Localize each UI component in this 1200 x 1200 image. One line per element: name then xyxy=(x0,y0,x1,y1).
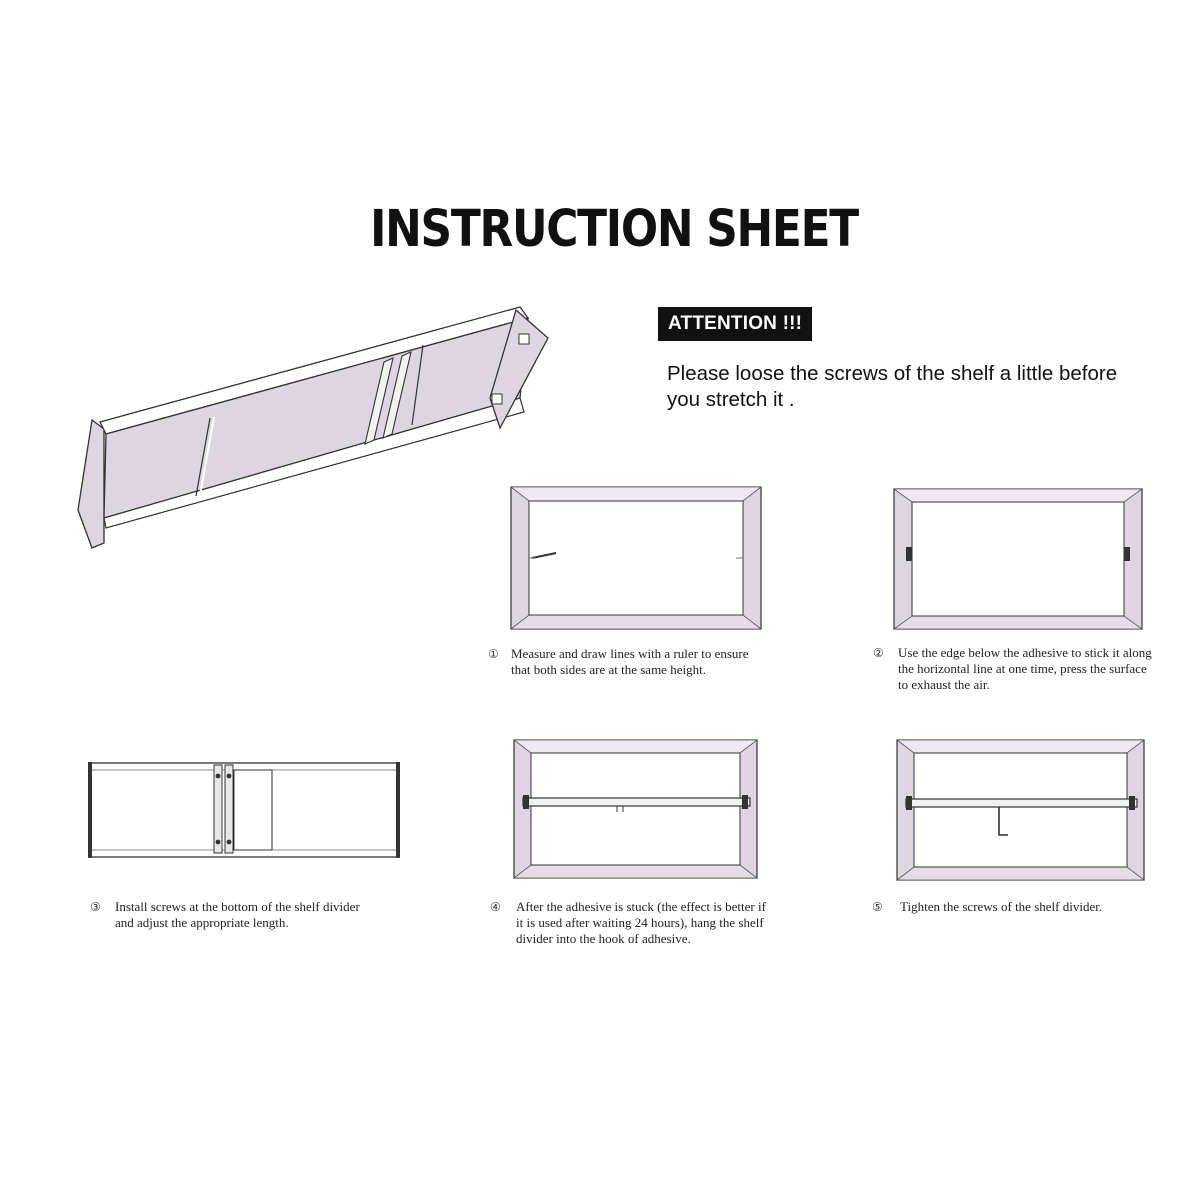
attention-label: ATTENTION !!! xyxy=(658,307,812,341)
step-2-number: ② xyxy=(873,646,884,660)
step-3-number: ③ xyxy=(90,900,101,914)
step-5-number: ⑤ xyxy=(872,900,883,914)
step-4-text: After the adhesive is stuck (the effect is better if it is used after waiting 24 hours), hang the shelf divider into the hook of adhesive. xyxy=(516,899,766,946)
step-5-illustration xyxy=(896,739,1145,881)
step-5-text: Tighten the screws of the shelf divider. xyxy=(900,899,1103,914)
step-4-caption xyxy=(490,899,780,969)
shelf-divider-illustration xyxy=(0,0,560,560)
step-2-text: Use the edge below the adhesive to stick it along the horizontal line at one time, press the surface to exhaust the air. xyxy=(898,645,1152,692)
step-3-text: Install screws at the bottom of the shelf divider and adjust the appropriate length. xyxy=(115,899,360,930)
notice-text: Please loose the screws of the shelf a little before you stretch it . xyxy=(667,362,1118,411)
step-3-illustration xyxy=(88,760,400,860)
step-4-number: ④ xyxy=(490,900,501,914)
step-4-illustration xyxy=(513,739,758,879)
step-1-text: Measure and draw lines with a ruler to ensure that both sides are at the same height. xyxy=(511,646,749,677)
step-3-caption xyxy=(90,899,380,959)
step-1-illustration xyxy=(510,486,762,630)
page-title: INSTRUCTION SHEET xyxy=(370,200,858,259)
step-2-illustration xyxy=(893,488,1143,630)
step-1-number: ① xyxy=(488,647,499,661)
step-1-caption xyxy=(488,646,778,706)
step-5-caption xyxy=(872,899,1182,919)
step-2-caption xyxy=(873,645,1173,715)
